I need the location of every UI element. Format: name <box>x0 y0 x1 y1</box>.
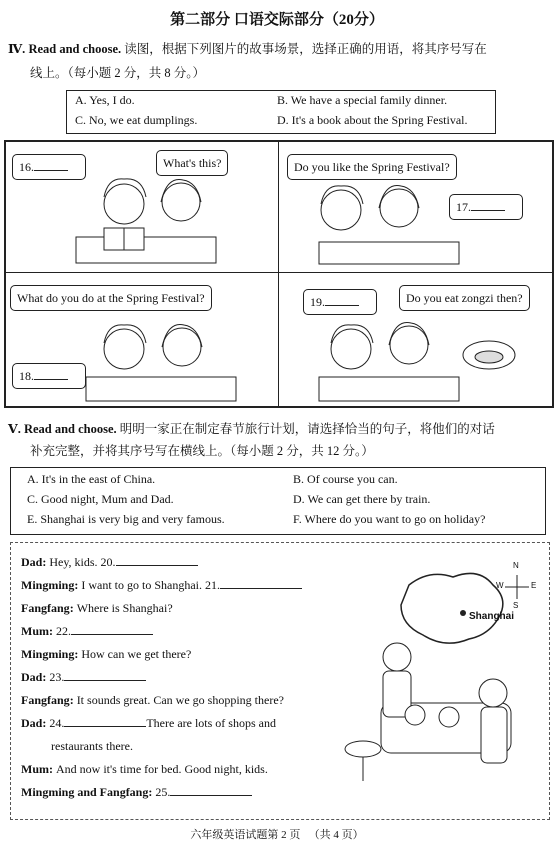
section4-instruction <box>8 38 548 60</box>
dialogue-line-22: Mum: 22. <box>21 622 153 640</box>
section4-number: Ⅳ. <box>8 42 26 56</box>
kids-talking-illustration <box>6 273 279 406</box>
panel4-number: 19. <box>310 295 325 309</box>
dialogue-line: Fangfang: Where is Shanghai? <box>21 601 173 615</box>
compass-east: E <box>531 581 537 590</box>
dialogue-line: Mum: And now it's time for bed. Good night, kids. <box>21 762 268 776</box>
section5-instruction-line2: 补充完整，并将其序号写在横线上。（每小题 2 分，共 12 分。） <box>30 444 374 458</box>
dialogue-line-23: Dad: 23. <box>21 668 146 686</box>
option-a: A. It's in the east of China. <box>27 472 156 486</box>
family-map-illustration <box>11 543 549 819</box>
kids-reading-illustration <box>6 142 279 273</box>
dialogue-box <box>10 542 550 820</box>
option-d: D. It's a book about the Spring Festival. <box>277 113 468 127</box>
option-f: F. Where do you want to go on holiday? <box>293 512 486 526</box>
section5-options-box <box>10 467 546 535</box>
comic-grid <box>4 140 554 408</box>
speaker: Mingming <box>21 578 75 592</box>
speaker: Dad <box>21 716 43 730</box>
dialogue-line-continuation: restaurants there. <box>51 739 133 753</box>
section5-number: Ⅴ. <box>8 422 21 436</box>
section4-label: Read and choose. <box>28 42 122 56</box>
speaker: Dad <box>21 555 43 569</box>
option-b: B. We have a special family dinner. <box>277 93 448 107</box>
panel4-speech-bubble: Do you eat zongzi then? <box>399 285 530 311</box>
option-c: C. Good night, Mum and Dad. <box>27 492 174 506</box>
section5-text: 明明一家正在制定春节旅行计划，请选择恰当的句子，将他们的对话 <box>119 422 495 436</box>
speaker: Mingming and Fangfang <box>21 785 149 799</box>
footer-page: 六年级英语试题第 2 页 <box>190 829 301 841</box>
dialogue-line-20: Dad: Hey, kids. 20. <box>21 553 198 571</box>
speaker: Mingming <box>21 647 75 661</box>
panel1-speech-bubble: What's this? <box>156 150 228 176</box>
section4-text: 读图，根据下列图片的故事场景，选择正确的用语，将其序号写在 <box>124 42 487 56</box>
comic-panel-3 <box>6 273 279 406</box>
compass-north: N <box>513 561 519 570</box>
option-c: C. No, we eat dumplings. <box>75 113 198 127</box>
panel3-number: 18. <box>19 369 34 383</box>
option-a: A. Yes, I do. <box>75 93 135 107</box>
footer-total: （共 4 页） <box>308 829 364 841</box>
option-d: D. We can get there by train. <box>293 492 431 506</box>
speaker: Mum <box>21 762 49 776</box>
section4-instruction-line2: 线上。（每小题 2 分，共 8 分。） <box>30 66 206 80</box>
panel2-number: 17. <box>456 200 471 214</box>
comic-panel-4 <box>279 273 552 406</box>
kids-reading-illustration <box>279 142 552 273</box>
panel3-speech-bubble: What do you do at the Spring Festival? <box>10 285 212 311</box>
compass-south: S <box>513 601 519 610</box>
dialogue-line-24: Dad: 24. There are lots of shops and <box>21 716 276 730</box>
dialogue-line: Fangfang: It sounds great. Can we go shopping there? <box>21 693 284 707</box>
panel1-number: 16. <box>19 160 34 174</box>
option-e: E. Shanghai is very big and very famous. <box>27 512 225 526</box>
dialogue-line-25: Mingming and Fangfang: 25. <box>21 783 252 801</box>
part-title: 第二部分 口语交际部分（20分） <box>170 12 384 28</box>
speaker: Dad <box>21 670 43 684</box>
option-b: B. Of course you can. <box>293 472 398 486</box>
section4-options-box <box>66 90 496 134</box>
map-label-shanghai: Shanghai <box>469 611 515 622</box>
compass-west: W <box>496 581 504 590</box>
page-footer <box>0 826 554 842</box>
kids-talking-illustration <box>279 273 552 406</box>
dialogue-line: Mingming: How can we get there? <box>21 647 192 661</box>
section5-instruction <box>8 418 548 440</box>
speaker: Mum <box>21 624 49 638</box>
dialogue-line-21: Mingming: I want to go to Shanghai. 21. <box>21 576 302 594</box>
speaker: Fangfang <box>21 601 70 615</box>
comic-panel-1 <box>6 142 279 273</box>
section5-label: Read and choose. <box>23 422 117 436</box>
panel2-speech-bubble: Do you like the Spring Festival? <box>287 154 457 180</box>
comic-panel-2 <box>279 142 552 273</box>
speaker: Fangfang <box>21 693 70 707</box>
